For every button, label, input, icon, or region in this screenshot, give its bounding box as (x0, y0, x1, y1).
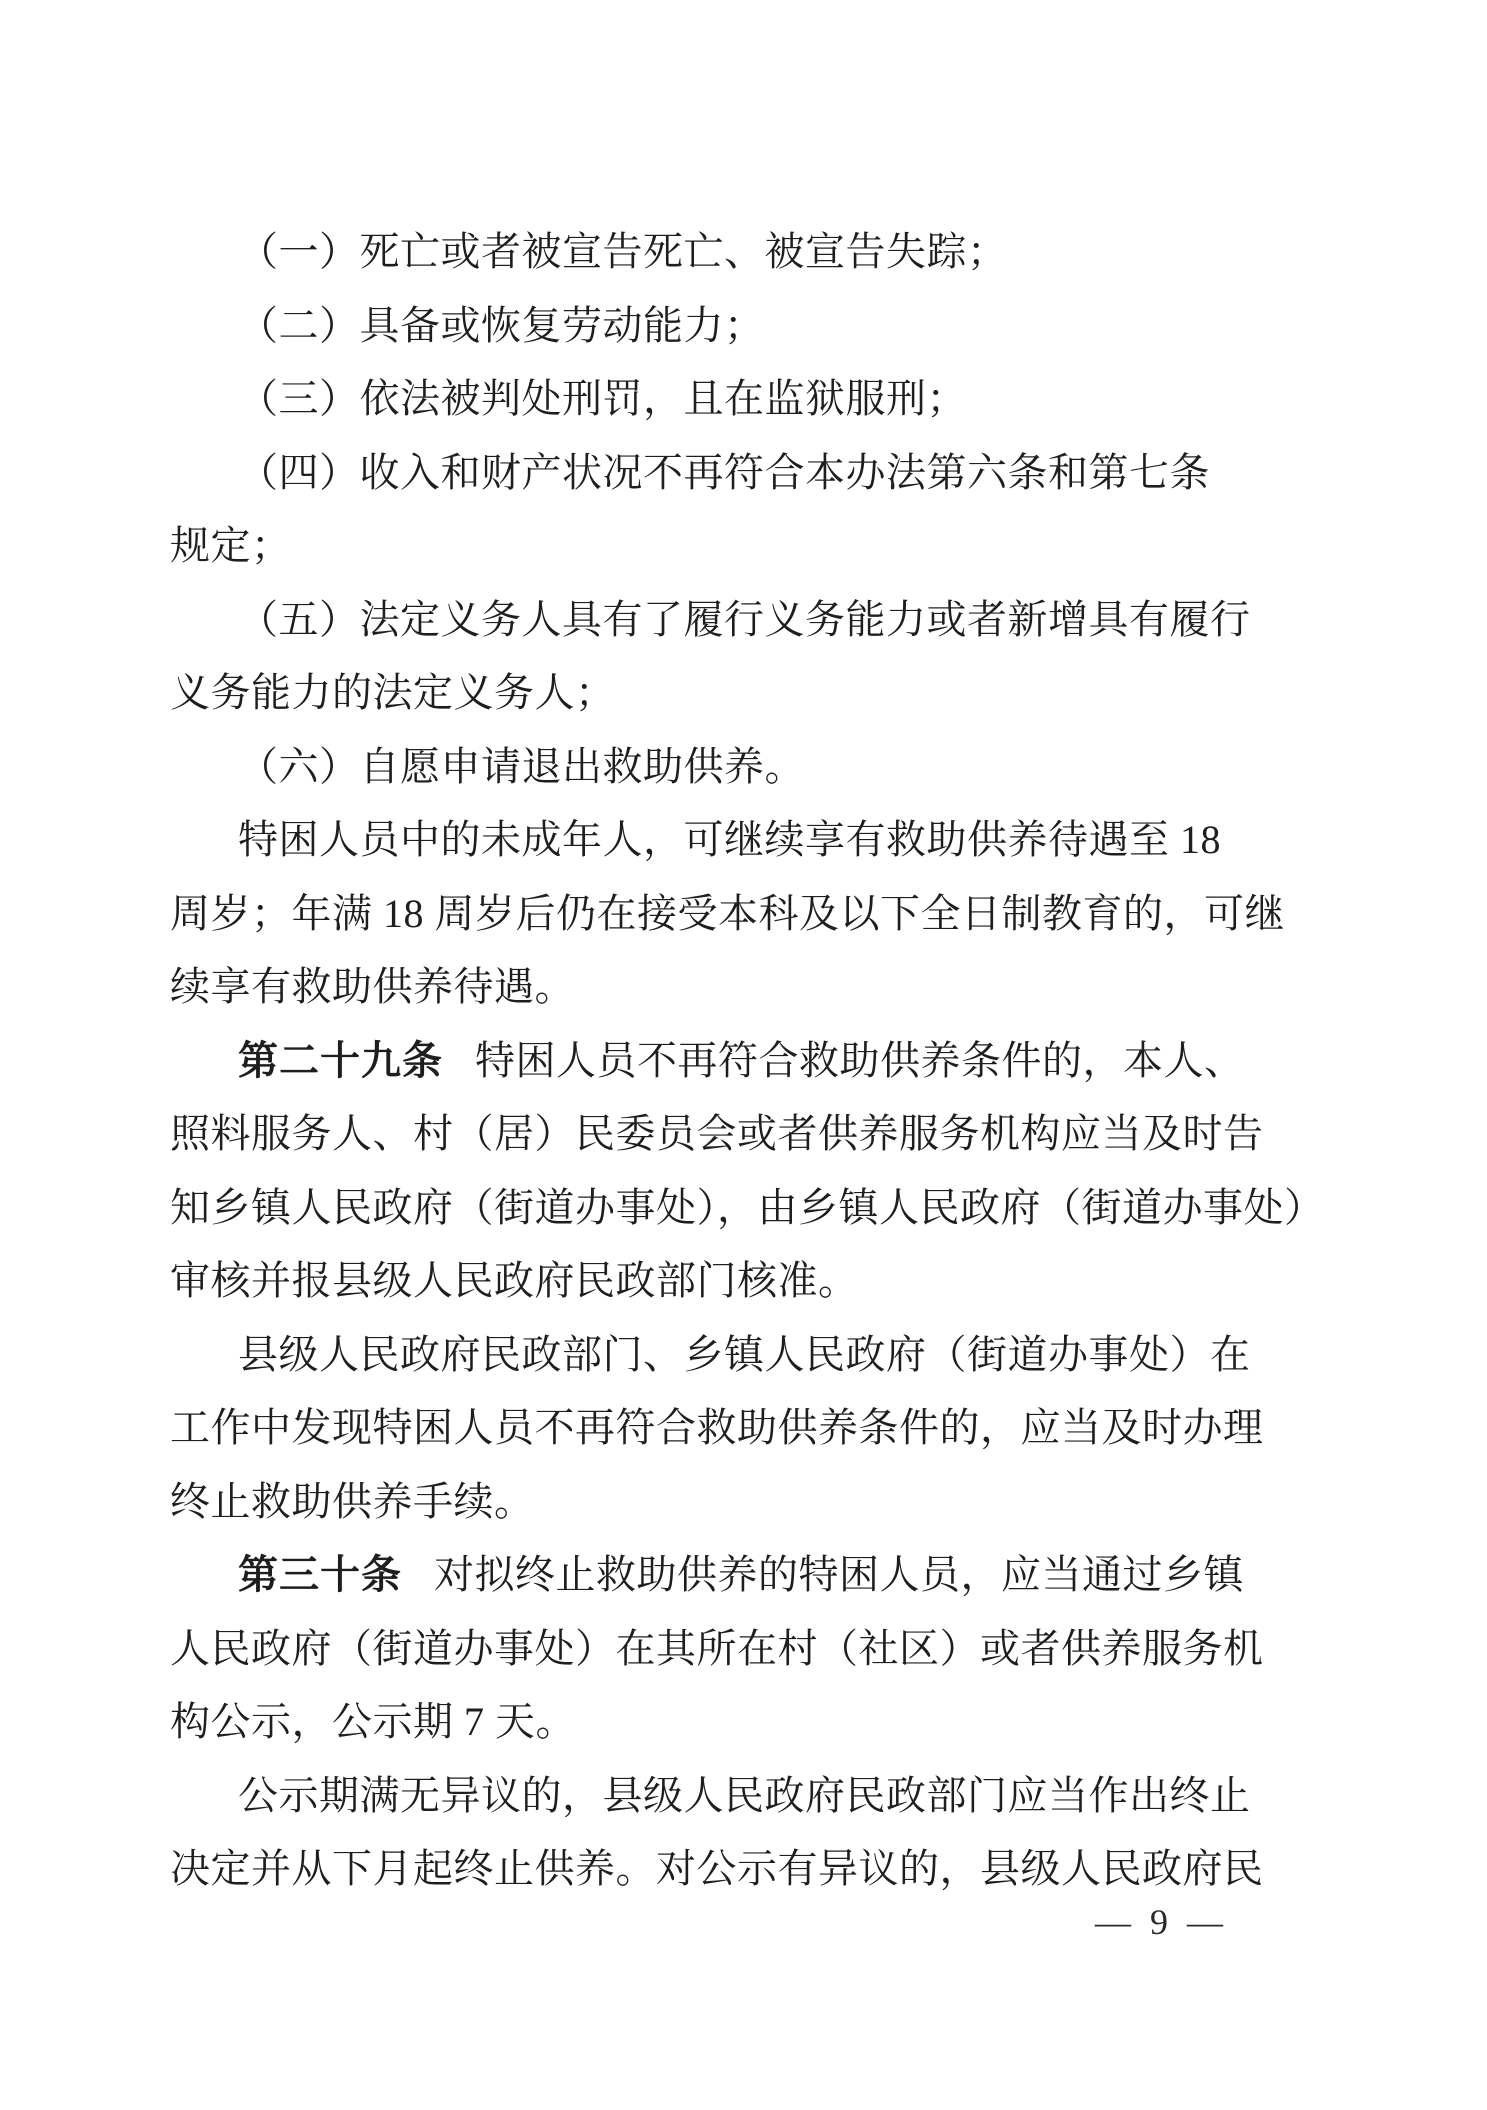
text-block (170, 215, 1325, 1906)
line-text: 周岁；年满 18 周岁后仍在接受本科及以下全日制教育的，可继 (170, 890, 1285, 936)
doc-line (170, 1391, 1300, 1465)
doc-line (170, 1318, 1300, 1392)
doc-line (170, 1465, 1300, 1539)
line-text: 规定； (170, 523, 292, 568)
line-text: 决定并从下月起终止供养。对公示有异议的，县级人民政府民 (170, 1846, 1264, 1891)
line-text: （五）法定义务人具有了履行义务能力或者新增具有履行 (238, 596, 1251, 642)
article-number: 第三十条 (238, 1553, 402, 1597)
doc-line (170, 1759, 1300, 1833)
doc-line (170, 950, 1300, 1024)
line-text: 终止救助供养手续。 (170, 1478, 535, 1524)
doc-line (170, 289, 1300, 363)
doc-line (170, 803, 1300, 877)
doc-line (170, 436, 1300, 510)
line-text: 人民政府（街道办事处）在其所在村（社区）或者供养服务机 (170, 1625, 1264, 1671)
doc-line (170, 362, 1300, 436)
doc-line (170, 1171, 1325, 1245)
line-text: 县级人民政府民政部门、乡镇人民政府（街道办事处）在 (238, 1331, 1251, 1377)
doc-line (170, 877, 1300, 951)
line-text: 对拟终止救助供养的特困人员，应当通过乡镇 (434, 1552, 1244, 1597)
line-text: 义务能力的法定义务人； (170, 670, 616, 715)
line-text: 公示期满无异议的，县级人民政府民政部门应当作出终止 (238, 1772, 1251, 1818)
article-number: 第二十九条 (238, 1038, 443, 1083)
line-text: （三）依法被判处刑罚，且在监狱服刑； (238, 376, 967, 421)
doc-line (170, 656, 1300, 730)
line-text: （四）收入和财产状况不再符合本办法第六条和第七条 (238, 449, 1210, 495)
line-text: 知乡镇人民政府（街道办事处），由乡镇人民政府（街道办事处） (170, 1184, 1325, 1230)
line-text: 照料服务人、村（居）民委员会或者供养服务机构应当及时告 (170, 1111, 1264, 1156)
line-text: （六）自愿申请退出救助供养。 (238, 743, 805, 789)
doc-line (170, 1612, 1300, 1686)
line-text: 特困人员中的未成年人，可继续享有救助供养待遇至 18 (238, 817, 1221, 862)
line-text: 工作中发现特困人员不再符合救助供养条件的，应当及时办理 (170, 1405, 1264, 1450)
doc-line (170, 509, 1300, 583)
page-number: — 9 — (1095, 1902, 1228, 1942)
doc-line (170, 1244, 1300, 1318)
line-text: 构公示，公示期 7 天。 (170, 1699, 576, 1744)
doc-line (170, 215, 1300, 289)
line-text: 审核并报县级人民政府民政部门核准。 (170, 1258, 859, 1303)
doc-line (170, 1024, 1300, 1098)
doc-line (170, 1832, 1300, 1906)
line-text: 续享有救助供养待遇。 (170, 964, 575, 1009)
doc-line (170, 730, 1300, 804)
line-text: （一）死亡或者被宣告死亡、被宣告失踪； (238, 229, 1008, 274)
doc-line (170, 1097, 1300, 1171)
line-text: （二）具备或恢复劳动能力； (238, 302, 765, 348)
line-text: 特困人员不再符合救助供养条件的，本人、 (475, 1037, 1245, 1083)
doc-line (170, 583, 1300, 657)
doc-line (170, 1685, 1300, 1759)
doc-line (170, 1538, 1300, 1612)
